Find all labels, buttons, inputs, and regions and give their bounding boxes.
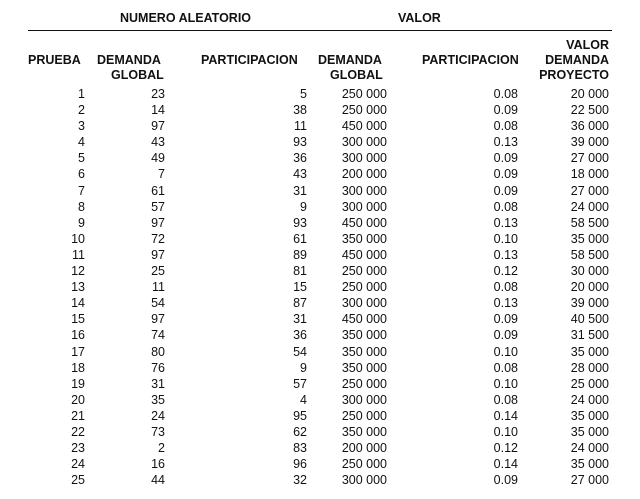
cell-participacion-valor: 0.13: [493, 215, 518, 230]
cell-prueba: 19: [71, 376, 85, 391]
cell-participacion: 43: [293, 167, 307, 182]
cell-participacion-valor: 0.08: [493, 280, 518, 295]
cell-prueba: 3: [78, 119, 85, 134]
table-row: [0, 424, 640, 440]
cell-participacion-valor: 0.09: [493, 167, 518, 182]
table-row: [0, 327, 640, 343]
cell-demanda-global: 54: [151, 296, 165, 311]
cell-participacion: 15: [293, 280, 307, 295]
cell-demanda: 350 000: [341, 424, 387, 439]
cell-participacion-valor: 0.08: [493, 87, 518, 101]
cell-valor-demanda: 35 000: [570, 457, 609, 472]
cell-participacion-valor: 0.09: [493, 473, 518, 488]
cell-valor-demanda: 36 000: [570, 119, 609, 134]
cell-prueba: 15: [71, 312, 85, 327]
cell-prueba: 9: [78, 215, 85, 230]
cell-participacion-valor: 0.08: [493, 119, 518, 134]
cell-prueba: 2: [78, 103, 85, 118]
cell-valor-demanda: 58 500: [570, 215, 609, 230]
column-header-line: PROYECTO: [539, 68, 609, 82]
cell-valor-demanda: 25 000: [570, 376, 609, 391]
cell-demanda-global: 74: [151, 328, 165, 343]
table-row: [0, 456, 640, 472]
column-header-valor-demanda-proyecto: [539, 38, 609, 83]
cell-demanda-global: 73: [151, 424, 165, 439]
cell-demanda: 450 000: [341, 247, 387, 262]
cell-demanda-global: 97: [151, 215, 165, 230]
cell-prueba: 25: [71, 473, 85, 488]
cell-valor-demanda: 18 000: [570, 167, 609, 182]
table-row: [0, 279, 640, 295]
cell-demanda: 250 000: [341, 87, 387, 101]
cell-valor-demanda: 27 000: [570, 183, 609, 198]
cell-participacion-valor: 0.08: [493, 392, 518, 407]
table-row: [0, 183, 640, 199]
cell-participacion: 31: [293, 183, 307, 198]
cell-participacion-valor: 0.09: [493, 328, 518, 343]
group-header-numero-aleatorio: NUMERO ALEATORIO: [120, 11, 252, 25]
cell-prueba: 23: [71, 441, 85, 456]
cell-valor-demanda: 22 500: [570, 103, 609, 118]
cell-participacion-valor: 0.10: [493, 424, 518, 439]
cell-participacion: 4: [300, 392, 307, 407]
cell-participacion: 83: [293, 441, 307, 456]
cell-valor-demanda: 24 000: [570, 199, 609, 214]
cell-demanda-global: 43: [151, 135, 165, 150]
table-row: [0, 392, 640, 408]
cell-participacion: 9: [300, 199, 307, 214]
column-header-prueba: PRUEBA: [28, 53, 81, 67]
cell-demanda: 300 000: [341, 199, 387, 214]
cell-participacion-valor: 0.12: [493, 441, 518, 456]
table-row: [0, 360, 640, 376]
cell-demanda: 350 000: [341, 360, 387, 375]
cell-demanda-global: 31: [151, 376, 165, 391]
cell-valor-demanda: 20 000: [570, 87, 609, 101]
cell-demanda-global: 80: [151, 344, 165, 359]
cell-demanda-global: 97: [151, 312, 165, 327]
cell-valor-demanda: 35 000: [570, 231, 609, 246]
group-header-valor: VALOR: [398, 11, 441, 25]
cell-prueba: 1: [78, 87, 85, 101]
cell-participacion-valor: 0.14: [493, 457, 518, 472]
cell-demanda: 250 000: [341, 408, 387, 423]
cell-demanda-global: 23: [151, 87, 165, 101]
cell-prueba: 21: [71, 408, 85, 423]
cell-participacion: 32: [293, 473, 307, 488]
cell-participacion-valor: 0.09: [493, 151, 518, 166]
cell-participacion: 5: [300, 87, 307, 101]
table-row: [0, 199, 640, 215]
cell-demanda-global: 24: [151, 408, 165, 423]
column-header-line: DEMANDA: [318, 53, 382, 67]
cell-participacion: 95: [293, 408, 307, 423]
cell-participacion-valor: 0.12: [493, 264, 518, 279]
cell-prueba: 24: [71, 457, 85, 472]
cell-demanda-global: 61: [151, 183, 165, 198]
cell-participacion: 62: [293, 424, 307, 439]
cell-participacion: 36: [293, 151, 307, 166]
cell-participacion: 93: [293, 135, 307, 150]
cell-valor-demanda: 58 500: [570, 247, 609, 262]
cell-prueba: 7: [78, 183, 85, 198]
cell-participacion-valor: 0.10: [493, 344, 518, 359]
cell-demanda-global: 97: [151, 119, 165, 134]
cell-demanda: 450 000: [341, 119, 387, 134]
cell-demanda-global: 44: [151, 473, 165, 488]
cell-participacion-valor: 0.13: [493, 247, 518, 262]
cell-participacion: 11: [294, 119, 307, 134]
table-row: [0, 344, 640, 360]
table-row: [0, 150, 640, 166]
table-row: [0, 102, 640, 118]
cell-valor-demanda: 27 000: [570, 151, 609, 166]
cell-prueba: 18: [71, 360, 85, 375]
cell-participacion: 38: [293, 103, 307, 118]
column-header-line: VALOR: [566, 38, 609, 52]
table-row: [0, 118, 640, 134]
cell-prueba: 20: [71, 392, 85, 407]
cell-demanda-global: 25: [151, 264, 165, 279]
cell-demanda: 350 000: [341, 328, 387, 343]
cell-demanda: 250 000: [341, 280, 387, 295]
cell-prueba: 11: [72, 247, 85, 262]
cell-demanda-global: 16: [151, 457, 165, 472]
table-row: [0, 295, 640, 311]
cell-demanda: 250 000: [341, 103, 387, 118]
cell-participacion: 93: [293, 215, 307, 230]
cell-valor-demanda: 27 000: [570, 473, 609, 488]
cell-participacion-valor: 0.10: [493, 231, 518, 246]
table-row: [0, 376, 640, 392]
cell-valor-demanda: 35 000: [570, 344, 609, 359]
cell-participacion: 87: [293, 296, 307, 311]
cell-demanda-global: 35: [151, 392, 165, 407]
column-header-line: GLOBAL: [111, 68, 164, 82]
cell-valor-demanda: 28 000: [570, 360, 609, 375]
cell-demanda: 350 000: [341, 344, 387, 359]
table-row: [0, 134, 640, 150]
table-body: [0, 86, 640, 488]
cell-valor-demanda: 24 000: [570, 392, 609, 407]
cell-prueba: 5: [78, 151, 85, 166]
cell-participacion-valor: 0.09: [493, 312, 518, 327]
cell-participacion: 36: [293, 328, 307, 343]
column-header-demanda-global-valor: [318, 53, 383, 83]
table-row: [0, 440, 640, 456]
cell-participacion-valor: 0.09: [493, 183, 518, 198]
cell-demanda-global: 14: [151, 103, 165, 118]
cell-participacion-valor: 0.08: [493, 360, 518, 375]
cell-valor-demanda: 35 000: [570, 408, 609, 423]
header-rule: [28, 30, 612, 31]
cell-participacion-valor: 0.09: [493, 103, 518, 118]
cell-demanda: 300 000: [341, 183, 387, 198]
cell-participacion: 31: [293, 312, 307, 327]
cell-demanda: 450 000: [341, 215, 387, 230]
cell-demanda: 250 000: [341, 457, 387, 472]
cell-demanda: 250 000: [341, 376, 387, 391]
cell-demanda: 200 000: [341, 441, 387, 456]
cell-prueba: 13: [71, 280, 85, 295]
cell-demanda: 250 000: [341, 264, 387, 279]
cell-demanda-global: 57: [151, 199, 165, 214]
table-row: [0, 86, 640, 102]
table-row: [0, 215, 640, 231]
cell-demanda-global: 7: [158, 167, 165, 182]
cell-demanda: 300 000: [341, 392, 387, 407]
cell-demanda-global: 76: [151, 360, 165, 375]
cell-demanda: 450 000: [341, 312, 387, 327]
cell-participacion-valor: 0.13: [493, 296, 518, 311]
column-header-line: DEMANDA: [545, 53, 609, 67]
cell-participacion: 54: [293, 344, 307, 359]
cell-participacion: 96: [293, 457, 307, 472]
cell-prueba: 12: [71, 264, 85, 279]
cell-participacion: 89: [293, 247, 307, 262]
table-row: [0, 263, 640, 279]
cell-valor-demanda: 39 000: [570, 135, 609, 150]
column-header-line: DEMANDA: [97, 53, 161, 67]
cell-valor-demanda: 24 000: [570, 441, 609, 456]
cell-valor-demanda: 30 000: [570, 264, 609, 279]
table-row: [0, 408, 640, 424]
table-row: [0, 472, 640, 488]
cell-participacion-valor: 0.10: [493, 376, 518, 391]
cell-demanda-global: 72: [151, 231, 165, 246]
column-header-demanda-global: [97, 53, 167, 83]
cell-participacion-valor: 0.14: [493, 408, 518, 423]
cell-demanda-global: 11: [152, 280, 165, 295]
cell-demanda-global: 2: [158, 441, 165, 456]
cell-prueba: 6: [78, 167, 85, 182]
cell-demanda: 300 000: [341, 151, 387, 166]
cell-demanda: 300 000: [341, 135, 387, 150]
cell-prueba: 4: [78, 135, 85, 150]
cell-participacion: 57: [293, 376, 307, 391]
cell-valor-demanda: 35 000: [570, 424, 609, 439]
cell-valor-demanda: 39 000: [570, 296, 609, 311]
column-header-participacion-valor: PARTICIPACION: [422, 53, 519, 67]
table-row: [0, 311, 640, 327]
cell-demanda: 350 000: [341, 231, 387, 246]
cell-demanda: 200 000: [341, 167, 387, 182]
cell-prueba: 8: [78, 199, 85, 214]
cell-participacion: 81: [293, 264, 307, 279]
cell-valor-demanda: 20 000: [570, 280, 609, 295]
column-header-line: GLOBAL: [330, 68, 383, 82]
cell-participacion-valor: 0.13: [493, 135, 518, 150]
cell-demanda-global: 97: [151, 247, 165, 262]
cell-prueba: 22: [71, 424, 85, 439]
cell-participacion-valor: 0.08: [493, 199, 518, 214]
cell-valor-demanda: 31 500: [570, 328, 609, 343]
cell-prueba: 17: [71, 344, 85, 359]
cell-prueba: 16: [71, 328, 85, 343]
cell-valor-demanda: 40 500: [570, 312, 609, 327]
column-header-participacion-aleatorio: PARTICIPACION: [201, 53, 298, 67]
cell-demanda: 300 000: [341, 296, 387, 311]
cell-demanda-global: 49: [151, 151, 165, 166]
cell-participacion: 9: [300, 360, 307, 375]
table-row: [0, 247, 640, 263]
cell-prueba: 10: [71, 231, 85, 246]
cell-demanda: 300 000: [341, 473, 387, 488]
cell-participacion: 61: [293, 231, 307, 246]
table-row: [0, 231, 640, 247]
table-row: [0, 166, 640, 182]
cell-prueba: 14: [71, 296, 85, 311]
